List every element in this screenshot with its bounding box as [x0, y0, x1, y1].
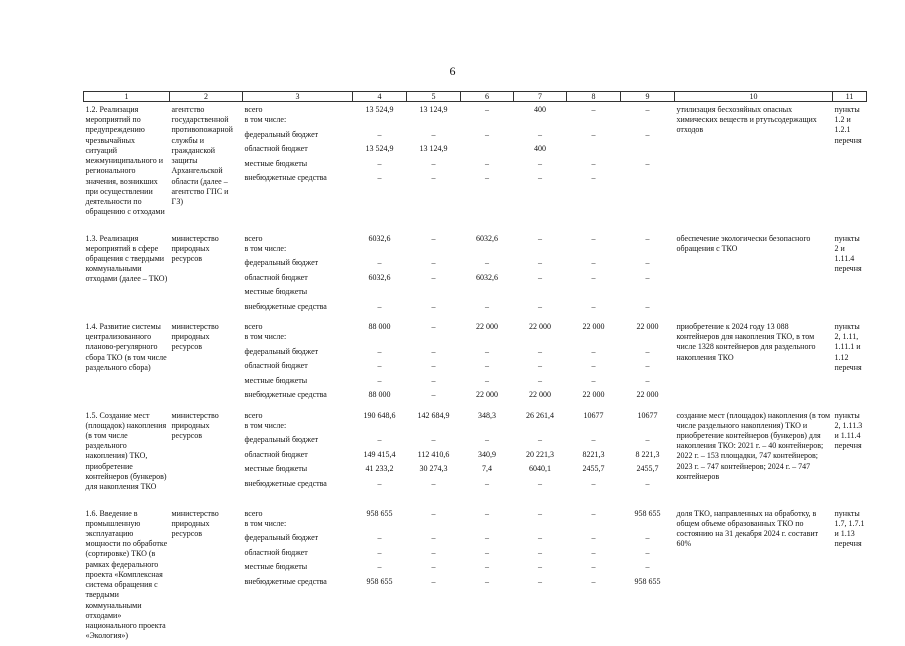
- amount-column: [514, 102, 567, 232]
- amount-value: –: [645, 233, 650, 243]
- amount-value: –: [377, 258, 382, 267]
- amount-value: 13 524,9: [365, 144, 394, 153]
- amount-value: –: [591, 375, 596, 385]
- activity-name: 1.3. Реализация мероприятий в сфере обращения с твердыми коммунальными отходами (далее – ТКО): [85, 233, 168, 284]
- funding-source-label: федеральный бюджет: [244, 346, 319, 356]
- amount-value: 6040,1: [529, 464, 551, 473]
- program-table: [83, 91, 867, 646]
- amount-column: [353, 102, 407, 232]
- column-number: 7: [514, 92, 567, 102]
- amount-value: [569, 244, 619, 259]
- amount-value: 88 000: [368, 390, 391, 399]
- amount-column: [567, 232, 621, 321]
- amount-value: –: [485, 576, 489, 586]
- amount-value: [623, 519, 673, 534]
- amount-value: [463, 244, 512, 259]
- amount-column: [407, 507, 461, 646]
- amount-column: [514, 320, 567, 409]
- amount-value: –: [485, 129, 489, 139]
- amount-value: –: [431, 272, 436, 282]
- amount-value: –: [431, 576, 436, 586]
- amount-value: [569, 421, 619, 436]
- amount-value: –: [591, 562, 596, 571]
- amount-value: 6032,6: [368, 233, 391, 243]
- table-row: [84, 320, 867, 409]
- amount-value: [623, 115, 673, 130]
- amount-value: –: [591, 547, 596, 557]
- amount-value: –: [591, 478, 596, 488]
- page-number: 6: [449, 64, 456, 78]
- amount-column: [461, 409, 514, 507]
- amount-value: 13 124,9: [419, 144, 448, 153]
- amount-value: 22 000: [582, 322, 605, 331]
- amount-column: [461, 232, 514, 321]
- amount-value: –: [645, 547, 650, 557]
- funding-source-label: в том числе:: [244, 332, 287, 341]
- expected-result: создание мест (площадок) накопления (в том числе раздельного накопления) ТКО и приобретение контейнеров (бункеров) для накопления ТКО: 2021 г. – 40 контейнеров; 2022 г. – 153 площадки, 747 контейнеров; 2023 г. – 747 контейнеров; 2024 г. – 747 контейнеров: [676, 410, 831, 481]
- amount-value: –: [645, 105, 650, 114]
- amount-value: –: [377, 129, 382, 139]
- list-reference: пункты 2 и 1.11.4 перечня: [834, 233, 862, 274]
- amount-value: –: [645, 361, 650, 370]
- funding-sources: [243, 507, 353, 646]
- amount-value: [463, 421, 512, 436]
- amount-value: [623, 144, 673, 159]
- amount-column: [621, 232, 675, 321]
- amount-value: [355, 115, 405, 130]
- amount-value: –: [377, 375, 382, 385]
- amount-value: –: [591, 576, 596, 586]
- amount-value: –: [538, 375, 542, 385]
- list-reference: пункты 2, 1.11, 1.11.1 и 1.12 перечня: [834, 322, 862, 372]
- amount-value: –: [485, 173, 489, 182]
- amount-value: –: [591, 533, 596, 542]
- amount-value: –: [485, 158, 489, 168]
- amount-value: –: [485, 435, 489, 444]
- amount-column: [407, 320, 461, 409]
- amount-value: 340,9: [478, 449, 496, 459]
- amount-value: 13 124,9: [419, 105, 448, 114]
- amount-value: 958 655: [634, 576, 661, 586]
- amount-value: –: [591, 361, 596, 370]
- amount-value: 348,3: [478, 410, 496, 420]
- amount-value: –: [645, 435, 650, 444]
- amount-value: –: [431, 508, 436, 518]
- amount-column: [461, 507, 514, 646]
- column-number: 4: [353, 92, 407, 102]
- funding-source-label: федеральный бюджет: [244, 533, 319, 542]
- amount-value: 8 221,3: [635, 449, 660, 459]
- funding-source-label: местные бюджеты: [244, 562, 308, 571]
- amount-value: [355, 332, 405, 347]
- funding-source-label: областной бюджет: [244, 272, 308, 282]
- amount-value: –: [645, 533, 650, 542]
- amount-value: 22 000: [476, 390, 498, 399]
- amount-value: –: [431, 346, 436, 356]
- amount-column: [514, 409, 567, 507]
- amount-value: –: [485, 258, 489, 267]
- funding-source-label: федеральный бюджет: [244, 258, 319, 267]
- column-number: 10: [675, 92, 833, 102]
- funding-sources: [243, 409, 353, 507]
- amount-value: –: [538, 562, 542, 571]
- amount-value: 10677: [637, 410, 658, 420]
- amount-value: –: [645, 272, 650, 282]
- amount-value: 13 524,9: [365, 105, 394, 114]
- amount-value: [409, 421, 459, 436]
- amount-value: –: [431, 301, 436, 311]
- amount-column: [621, 102, 675, 232]
- amount-value: –: [538, 233, 542, 243]
- funding-source-label: местные бюджеты: [244, 158, 308, 168]
- amount-value: [463, 144, 512, 159]
- amount-value: –: [431, 435, 436, 444]
- funding-source-label: всего: [244, 105, 263, 114]
- amount-value: [355, 519, 405, 534]
- executor: министерство природных ресурсов: [171, 322, 219, 352]
- amount-value: –: [431, 258, 436, 267]
- funding-source-label: местные бюджеты: [244, 375, 308, 385]
- amount-value: 958 655: [634, 508, 661, 518]
- amount-value: –: [377, 547, 382, 557]
- amount-value: 190 648,6: [363, 410, 396, 420]
- amount-column: [461, 320, 514, 409]
- list-reference: пункты 1.7, 1.7.1 и 1.13 перечня: [834, 508, 865, 549]
- amount-value: 6032,6: [476, 233, 498, 243]
- amount-value: 8221,3: [582, 449, 605, 459]
- amount-value: –: [591, 508, 596, 518]
- amount-value: 22 000: [582, 390, 605, 399]
- funding-source-label: федеральный бюджет: [244, 129, 319, 139]
- amount-value: –: [431, 375, 436, 385]
- amount-value: 10677: [583, 410, 604, 420]
- amount-value: [409, 244, 459, 259]
- amount-value: –: [485, 478, 489, 488]
- table-row: [84, 102, 867, 232]
- amount-value: –: [431, 547, 436, 557]
- activity-name: 1.6. Введение в промышленную эксплуатацию мощности по обработке (сортировке) ТКО (в рамках федерального проекта «Комплексная система обращения с твердыми коммунальными отходами» национального проекта «Экология»): [85, 508, 168, 641]
- amount-column: [407, 102, 461, 232]
- amount-value: [516, 519, 565, 534]
- amount-value: –: [645, 346, 650, 356]
- amount-value: 22 000: [529, 322, 551, 331]
- amount-column: [407, 232, 461, 321]
- amount-value: –: [591, 105, 596, 114]
- amount-value: –: [377, 158, 382, 168]
- amount-value: [569, 519, 619, 534]
- table-row: [84, 232, 867, 321]
- amount-value: –: [538, 258, 542, 267]
- amount-value: [623, 173, 673, 188]
- amount-value: –: [538, 272, 542, 282]
- amount-value: [623, 332, 673, 347]
- funding-source-label: всего: [244, 322, 263, 331]
- amount-value: [623, 421, 673, 436]
- expected-result: обеспечение экологически безопасного обращения с ТКО: [676, 233, 811, 253]
- amount-value: 22 000: [476, 322, 498, 331]
- activity-name: 1.2. Реализация мероприятий по предупреждению чрезвычайных ситуаций межмуниципального и регионального значения, возникших при осуществлении деятельности по обращению с отходами: [85, 105, 165, 217]
- amount-value: [355, 421, 405, 436]
- amount-value: 26 261,4: [526, 410, 554, 420]
- executor: министерство природных ресурсов: [171, 233, 219, 263]
- funding-sources: [243, 320, 353, 409]
- amount-value: –: [431, 533, 436, 542]
- column-number: 6: [461, 92, 514, 102]
- amount-column: [621, 507, 675, 646]
- amount-value: 88 000: [368, 322, 391, 331]
- funding-source-label: внебюджетные средства: [244, 478, 327, 488]
- amount-value: [409, 519, 459, 534]
- amount-value: [409, 332, 459, 347]
- amount-column: [407, 409, 461, 507]
- amount-value: –: [431, 158, 436, 168]
- amount-column: [514, 507, 567, 646]
- amount-column: [621, 409, 675, 507]
- amount-column: [514, 232, 567, 321]
- amount-value: –: [377, 346, 382, 356]
- amount-value: –: [591, 129, 596, 139]
- amount-value: 22 000: [636, 322, 659, 331]
- amount-value: 22 000: [529, 390, 551, 399]
- amount-value: –: [538, 547, 542, 557]
- amount-value: –: [377, 435, 382, 444]
- amount-value: 112 410,6: [417, 449, 450, 459]
- amount-column: [353, 507, 407, 646]
- amount-value: –: [377, 173, 382, 182]
- amount-value: 958 655: [366, 508, 393, 518]
- amount-value: –: [538, 435, 542, 444]
- amount-value: [516, 244, 565, 259]
- amount-value: 41 233,2: [365, 464, 394, 473]
- amount-value: –: [377, 361, 382, 370]
- amount-value: [463, 332, 512, 347]
- column-number: 3: [243, 92, 353, 102]
- amount-value: 6032,6: [368, 272, 391, 282]
- amount-value: –: [645, 158, 650, 168]
- amount-value: –: [485, 547, 489, 557]
- amount-value: 6032,6: [476, 272, 498, 282]
- amount-column: [621, 320, 675, 409]
- amount-value: –: [538, 361, 542, 370]
- funding-source-label: областной бюджет: [244, 449, 308, 459]
- amount-column: [353, 409, 407, 507]
- amount-value: 400: [534, 105, 546, 114]
- amount-value: –: [591, 173, 596, 182]
- funding-sources: [243, 232, 353, 321]
- funding-source-label: в том числе:: [244, 420, 287, 430]
- amount-value: –: [485, 301, 489, 311]
- funding-source-label: областной бюджет: [244, 361, 308, 370]
- amount-value: 7,4: [482, 464, 492, 473]
- funding-source-label: внебюджетные средства: [244, 301, 327, 311]
- amount-value: –: [538, 478, 542, 488]
- amount-value: –: [485, 361, 489, 370]
- amount-value: [409, 287, 459, 302]
- amount-value: –: [431, 390, 436, 399]
- funding-sources: [243, 102, 353, 232]
- column-number-row: [84, 92, 867, 102]
- activity-name: 1.5. Создание мест (площадок) накопления (в том числе раздельного накопления) ТКО, приобретение контейнеров (бункеров) для накопления ТКО: [85, 410, 167, 492]
- amount-value: –: [538, 301, 542, 311]
- funding-source-label: федеральный бюджет: [244, 435, 319, 444]
- funding-source-label: в том числе:: [244, 243, 287, 253]
- activity-name: 1.4. Развитие системы централизованного планово-регулярного сбора ТКО (в том числе раздельного сбора): [85, 322, 167, 372]
- amount-value: [516, 115, 565, 130]
- amount-value: [516, 421, 565, 436]
- amount-value: –: [538, 158, 542, 168]
- amount-value: –: [431, 322, 436, 331]
- amount-value: –: [377, 478, 382, 488]
- amount-value: 149 415,4: [363, 449, 396, 459]
- amount-value: –: [591, 233, 596, 243]
- amount-value: 142 684,9: [417, 410, 450, 420]
- amount-value: [463, 287, 512, 302]
- column-number: 5: [407, 92, 461, 102]
- amount-value: –: [538, 576, 542, 586]
- amount-value: [569, 115, 619, 130]
- funding-source-label: внебюджетные средства: [244, 173, 327, 182]
- amount-value: 30 274,3: [419, 464, 448, 473]
- funding-source-label: областной бюджет: [244, 144, 308, 153]
- executor: министерство природных ресурсов: [171, 508, 219, 538]
- amount-value: –: [538, 173, 542, 182]
- amount-value: –: [591, 258, 596, 267]
- funding-source-label: в том числе:: [244, 518, 287, 528]
- amount-value: –: [431, 129, 436, 139]
- amount-value: –: [645, 129, 650, 139]
- amount-value: [355, 244, 405, 259]
- amount-value: –: [377, 533, 382, 542]
- amount-value: –: [645, 301, 650, 311]
- funding-source-label: внебюджетные средства: [244, 576, 327, 586]
- executor: министерство природных ресурсов: [171, 410, 219, 440]
- amount-value: –: [591, 435, 596, 444]
- expected-result: доля ТКО, направленных на обработку, в общем объеме образованных ТКО по состоянию на 31 декабря 2024 г. составит 60%: [676, 508, 819, 549]
- amount-value: [623, 244, 673, 259]
- amount-value: 2455,7: [582, 464, 605, 473]
- amount-value: –: [538, 533, 542, 542]
- amount-value: –: [591, 301, 596, 311]
- amount-value: [355, 287, 405, 302]
- amount-value: [569, 332, 619, 347]
- column-number: 9: [621, 92, 675, 102]
- amount-value: [516, 332, 565, 347]
- amount-column: [567, 409, 621, 507]
- amount-value: –: [431, 233, 436, 243]
- amount-value: –: [538, 346, 542, 356]
- amount-column: [353, 232, 407, 321]
- amount-column: [461, 102, 514, 232]
- amount-value: –: [485, 375, 489, 385]
- amount-value: –: [591, 272, 596, 282]
- amount-value: –: [591, 158, 596, 168]
- amount-value: [463, 115, 512, 130]
- amount-value: –: [377, 301, 382, 311]
- expected-result: утилизация бесхозяйных опасных химических веществ и ртутьсодержащих отходов: [676, 105, 817, 135]
- amount-value: [623, 287, 673, 302]
- list-reference: пункты 2, 1.11.3 и 1.11.4 перечня: [834, 410, 863, 451]
- amount-value: 400: [534, 144, 546, 153]
- funding-source-label: в том числе:: [244, 115, 287, 124]
- amount-value: –: [485, 346, 489, 356]
- funding-source-label: местные бюджеты: [244, 287, 308, 296]
- amount-value: –: [431, 478, 436, 488]
- amount-value: –: [591, 346, 596, 356]
- amount-value: –: [485, 533, 489, 542]
- amount-value: [516, 287, 565, 302]
- amount-value: –: [538, 129, 542, 139]
- amount-column: [567, 102, 621, 232]
- amount-value: 22 000: [636, 390, 659, 399]
- table-body: [84, 102, 867, 646]
- amount-value: [463, 519, 512, 534]
- amount-value: [409, 115, 459, 130]
- column-number: 2: [170, 92, 243, 102]
- table-row: [84, 507, 867, 646]
- funding-source-label: всего: [244, 410, 263, 420]
- amount-value: [569, 144, 619, 159]
- amount-value: –: [645, 258, 650, 267]
- funding-source-label: областной бюджет: [244, 547, 308, 557]
- amount-value: –: [431, 173, 436, 182]
- amount-value: 958 655: [366, 576, 393, 586]
- amount-value: 20 221,3: [526, 449, 554, 459]
- amount-value: [569, 287, 619, 302]
- table-row: [84, 409, 867, 507]
- funding-source-label: местные бюджеты: [244, 464, 308, 473]
- amount-value: –: [431, 562, 436, 571]
- column-number: 1: [84, 92, 170, 102]
- amount-value: –: [645, 375, 650, 385]
- column-number: 8: [567, 92, 621, 102]
- amount-value: –: [645, 478, 650, 488]
- column-number: 11: [833, 92, 867, 102]
- amount-value: 2455,7: [636, 464, 659, 473]
- amount-value: –: [485, 562, 489, 571]
- amount-value: –: [538, 508, 542, 518]
- funding-source-label: всего: [244, 508, 263, 518]
- amount-value: –: [377, 562, 382, 571]
- list-reference: пункты 1.2 и 1.2.1 перечня: [834, 105, 862, 145]
- amount-column: [353, 320, 407, 409]
- amount-value: –: [485, 508, 489, 518]
- executor: агентство государственной противопожарной службы и гражданской защиты Архангельской области (далее – агентство ГПС и ГЗ): [171, 105, 233, 207]
- funding-source-label: всего: [244, 233, 263, 243]
- expected-result: приобретение к 2024 году 13 088 контейнеров для накопления ТКО, в том числе 1328 контейнеров для раздельного накопления ТКО: [676, 322, 816, 362]
- amount-column: [567, 507, 621, 646]
- amount-value: –: [645, 562, 650, 571]
- amount-column: [567, 320, 621, 409]
- amount-value: –: [485, 105, 489, 114]
- amount-value: –: [431, 361, 436, 370]
- funding-source-label: внебюджетные средства: [244, 390, 327, 399]
